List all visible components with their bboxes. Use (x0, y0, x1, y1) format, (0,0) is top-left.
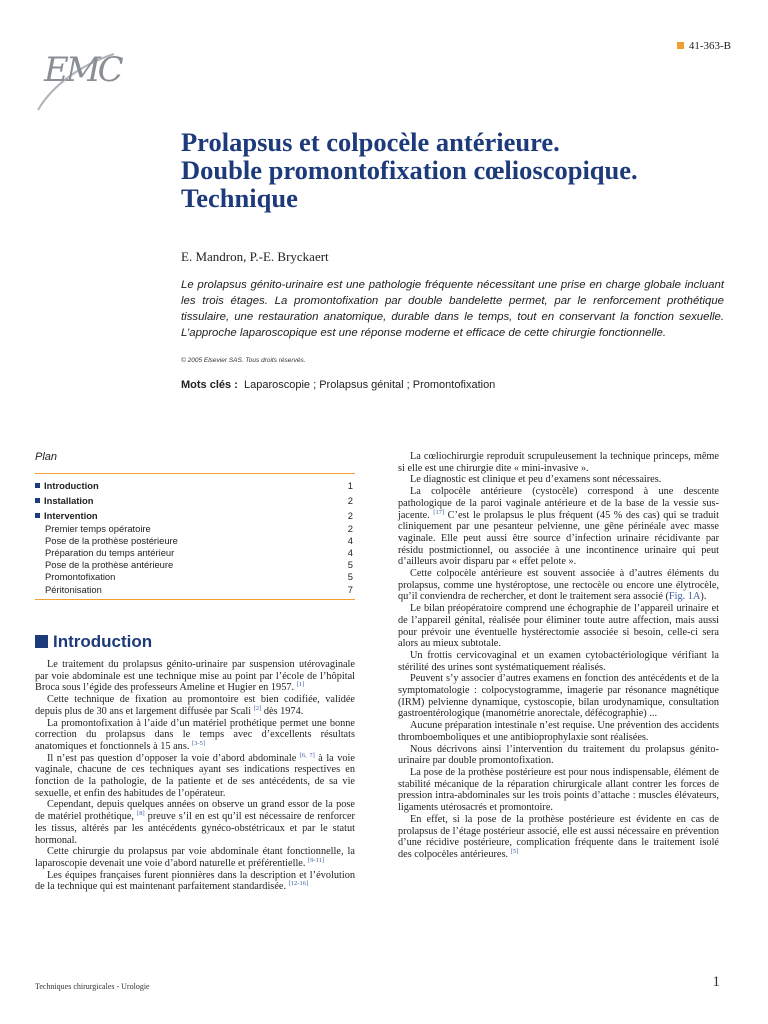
section-square-icon (35, 635, 48, 648)
paragraph (35, 870, 355, 893)
doc-ref-text: 41-363-B (688, 40, 731, 52)
plan-item[interactable] (35, 584, 355, 596)
logo-text: EMC (44, 50, 121, 90)
plan-item[interactable] (35, 523, 355, 535)
paragraph-text: Le diagnostic est clinique et peu d’examens sont nécessaires. (410, 474, 662, 486)
right-column-body (398, 451, 719, 861)
citation-link[interactable]: [6, 7] (299, 751, 315, 759)
paragraph (398, 767, 719, 814)
citation-link[interactable]: [17] (433, 508, 445, 516)
keywords (181, 379, 495, 391)
citation-link[interactable]: [3-5] (192, 739, 205, 747)
left-column-body (35, 659, 355, 893)
title-line: Double promontofixation cœlioscopique. (181, 155, 638, 185)
paragraph (398, 486, 719, 568)
citation-link[interactable]: [12-16] (288, 880, 309, 888)
paragraph-text: La colpocèle antérieure (cystocèle) correspond à une descente pathologique de la paroi vaginale antérieure et de la base de la vessie sus-jacente. (398, 486, 719, 521)
paragraph-text: En effet, si la pose de la prothèse postérieure est évidente en cas de prolapsus de l’étage postérieur associé, elle est aussi nécessaire en prévention d’une récidive postérieure, complication fréquente dans le traitement isolé des colpocèles antérieures. (398, 813, 719, 860)
plan-box (35, 451, 355, 600)
paragraph-text: Peuvent s’y associer d’autres examens en fonction des antécédents et de la symptomatologie : colpocystogramme, imagerie par résonance magnétique (IRM) pelvienne dynamique, cystoscopie, bilan urodynamique, consultation gastroentérologique (manométrie anorectale, défécographie) ... (398, 673, 719, 720)
citation-link[interactable]: [8] (137, 810, 145, 818)
article-title (181, 128, 741, 212)
paragraph-text: Cette chirurgie du prolapsus par voie abdominale étant fonctionnelle, la laparoscopie devenait une voie d’abord naturelle et préférentielle. (35, 846, 355, 869)
paragraph-text: Le bilan préopératoire comprend une échographie de l’appareil urinaire et de l’appareil génital, réalisée pour éliminer toute autre affection, mais aussi pour prévoir une éventuelle hystérectomie associée si besoin, celle-ci sera alors au mieux subtotale. (398, 603, 719, 650)
plan-list (35, 480, 355, 596)
paragraph-text: La pose de la prothèse postérieure est pour nous indispensable, élément de stabilité mécanique de la réparation chirurgicale allant contrer les forces de pression intra-abdominales sur les trois points d’attache : muscles élévateurs, ligaments utérosacrés et promontoire. (398, 766, 719, 814)
emc-logo (28, 44, 121, 114)
paragraph (398, 474, 719, 486)
title-line: Prolapsus et colpocèle antérieure. (181, 127, 560, 157)
paragraph-text: C’est le prolapsus le plus fréquent (45 % des cas) qui se traduit cliniquement par une pesanteur pelvienne, une gêne périnéale avec masse vaginale. Elle peut aussi être source d’infection urinaire récidivante par résidu postmictionnel, ou associée à une incontinence urinaire qui peut d’ailleurs avoir disparu par « effet pelote ». (398, 509, 719, 568)
plan-item-label: Pose de la prothèse postérieure (45, 534, 178, 546)
citation-link[interactable]: [2] (253, 704, 262, 712)
paragraph-text: dès 1974. (261, 705, 304, 717)
page-number: 1 (712, 974, 720, 990)
plan-item-page: 4 (347, 547, 353, 559)
plan-item-label: Pose de la prothèse antérieure (45, 559, 174, 571)
plan-item-label: Préparation du temps antérieur (45, 547, 175, 559)
plan-divider (35, 599, 355, 600)
keywords-label: Mots clés : (181, 379, 238, 391)
paragraph (398, 603, 719, 650)
footer-source: Techniques chirurgicales - Urologie (35, 982, 150, 991)
plan-item-page: 2 (347, 522, 353, 534)
plan-title: Plan (35, 451, 58, 463)
authors: E. Mandron, P.-E. Bryckaert (181, 249, 329, 264)
plan-item-page: 2 (347, 510, 353, 522)
plan-item[interactable] (35, 535, 355, 547)
plan-item-label: Installation (35, 495, 93, 507)
plan-item-label: Premier temps opératoire (45, 522, 151, 534)
plan-item-label: Promontofixation (45, 571, 116, 583)
paragraph (398, 814, 719, 861)
plan-item[interactable] (35, 495, 355, 507)
paragraph-text: à la voie vaginale, chacune de ces techniques ayant ses indications respectives en fonction de la pathologie, de la patiente et de ses antécédents, de sa vie sexuelle, et enfin des habitudes de l’opérateur. (35, 752, 355, 799)
abstract: Le prolapsus génito-urinaire est une pathologie fréquente nécessitant une prise en charge globale incluant les trois étages. La promontofixation par double bandelette permet, par le renforcement prothétique tissulaire, une restauration anatomique, durable dans le temps, tout en conservant la fonction sexuelle. L’approche laparoscopique est une réponse moderne et efficace de cette chirurgie fonctionnelle. (181, 279, 724, 339)
paragraph-text: ). (700, 591, 707, 603)
paragraph-text: Aucune préparation intestinale n’est requise. Une prévention des accidents thromboemboliques et une antibioprophylaxie sont réalisées. (398, 720, 719, 743)
paragraph (398, 673, 719, 720)
figure-link[interactable]: Fig. 1A (668, 591, 701, 603)
paragraph (398, 744, 719, 767)
paragraph-text: Les équipes françaises furent pionnières dans la description et l’évolution de la technique qui est maintenant parfaitement standardisée. (35, 869, 355, 893)
paragraph-text: Un frottis cervicovaginal et un examen cytobactériologique vérifiant la stérilité des urines sont systématiquement réalisés. (398, 649, 719, 673)
plan-item-page: 5 (347, 559, 353, 571)
plan-item-label: Péritonisation (45, 583, 102, 595)
paragraph (35, 799, 355, 846)
citation-link[interactable]: [9-11] (308, 856, 325, 864)
citation-link[interactable]: [1] (296, 681, 305, 689)
paragraph-text: Le traitement du prolapsus génito-urinaire par suspension utérovaginale par voie abdominale est une technique mise au point par l’école de l’hôpital Broca sous l’égide des professeurs Ameline et Hugier en 1957. (35, 659, 355, 694)
paragraph (35, 718, 355, 753)
plan-item[interactable] (35, 559, 355, 571)
title-line: Technique (181, 183, 298, 213)
paragraph-text: Cette colpocèle antérieure est souvent associée à d’autres éléments du prolapsus, comme une hystéroptose, une rectocèle ou encore une élytrocèle, qu’il conviendra de rechercher, et dont le traitement sera associé ( (398, 568, 719, 603)
paragraph-text: preuve s’il en est qu’il est nécessaire de renforcer les tissus, altérés par les antécédents gynéco-obstétricaux et par le statut hormonal. (35, 811, 355, 846)
section-heading-text: Introduction (53, 632, 153, 651)
paragraph-text: Nous décrivons ainsi l’intervention du traitement du prolapsus génito-urinaire par double promontofixation. (398, 743, 719, 767)
keywords-list: Laparoscopie ; Prolapsus génital ; Promontofixation (243, 379, 496, 391)
plan-item-label: Introduction (35, 480, 99, 492)
plan-item-label: Intervention (35, 510, 98, 522)
section-heading-introduction (35, 632, 152, 652)
plan-item-page: 4 (347, 534, 353, 546)
orange-square-icon (677, 42, 684, 49)
paragraph (35, 659, 355, 694)
copyright: © 2005 Elsevier SAS. Tous droits réservés. (181, 357, 306, 364)
paragraph-text: Il n’est pas question d’opposer la voie d’abord abdominale (47, 752, 300, 764)
plan-item[interactable] (35, 480, 355, 492)
plan-item[interactable] (35, 547, 355, 559)
citation-link[interactable]: [5] (510, 847, 519, 855)
plan-item-page: 1 (347, 480, 353, 491)
paragraph-text: Cependant, depuis quelques années on observe un grand essor de la pose de matériel prothétique, (35, 799, 355, 823)
plan-item-page: 5 (347, 571, 353, 583)
paragraph (35, 753, 355, 800)
document-reference (677, 40, 731, 52)
paragraph (398, 451, 719, 474)
paragraph-text: La cœliochirurgie reproduit scrupuleusement la technique princeps, même si elle est une chirurgie dite « mini-invasive ». (398, 451, 719, 474)
paragraph (398, 720, 719, 743)
plan-item[interactable] (35, 571, 355, 583)
plan-item-page: 2 (347, 495, 353, 507)
plan-item-page: 7 (347, 583, 353, 595)
paragraph (35, 846, 355, 869)
plan-item[interactable] (35, 510, 355, 522)
paragraph (398, 650, 719, 673)
plan-divider (35, 473, 355, 474)
paragraph-text: La promontofixation à l’aide d’un matériel prothétique permet une bonne correction du prolapsus dans le temps avec d’excellents résultats anatomiques et fonctionnels à 15 ans. (35, 717, 355, 752)
paragraph (398, 568, 719, 603)
paragraph-text: Cette technique de fixation au promontoire est bien codifiée, validée depuis plus de 30 ans et largement diffusée par Scali (35, 694, 355, 717)
paragraph (35, 694, 355, 717)
